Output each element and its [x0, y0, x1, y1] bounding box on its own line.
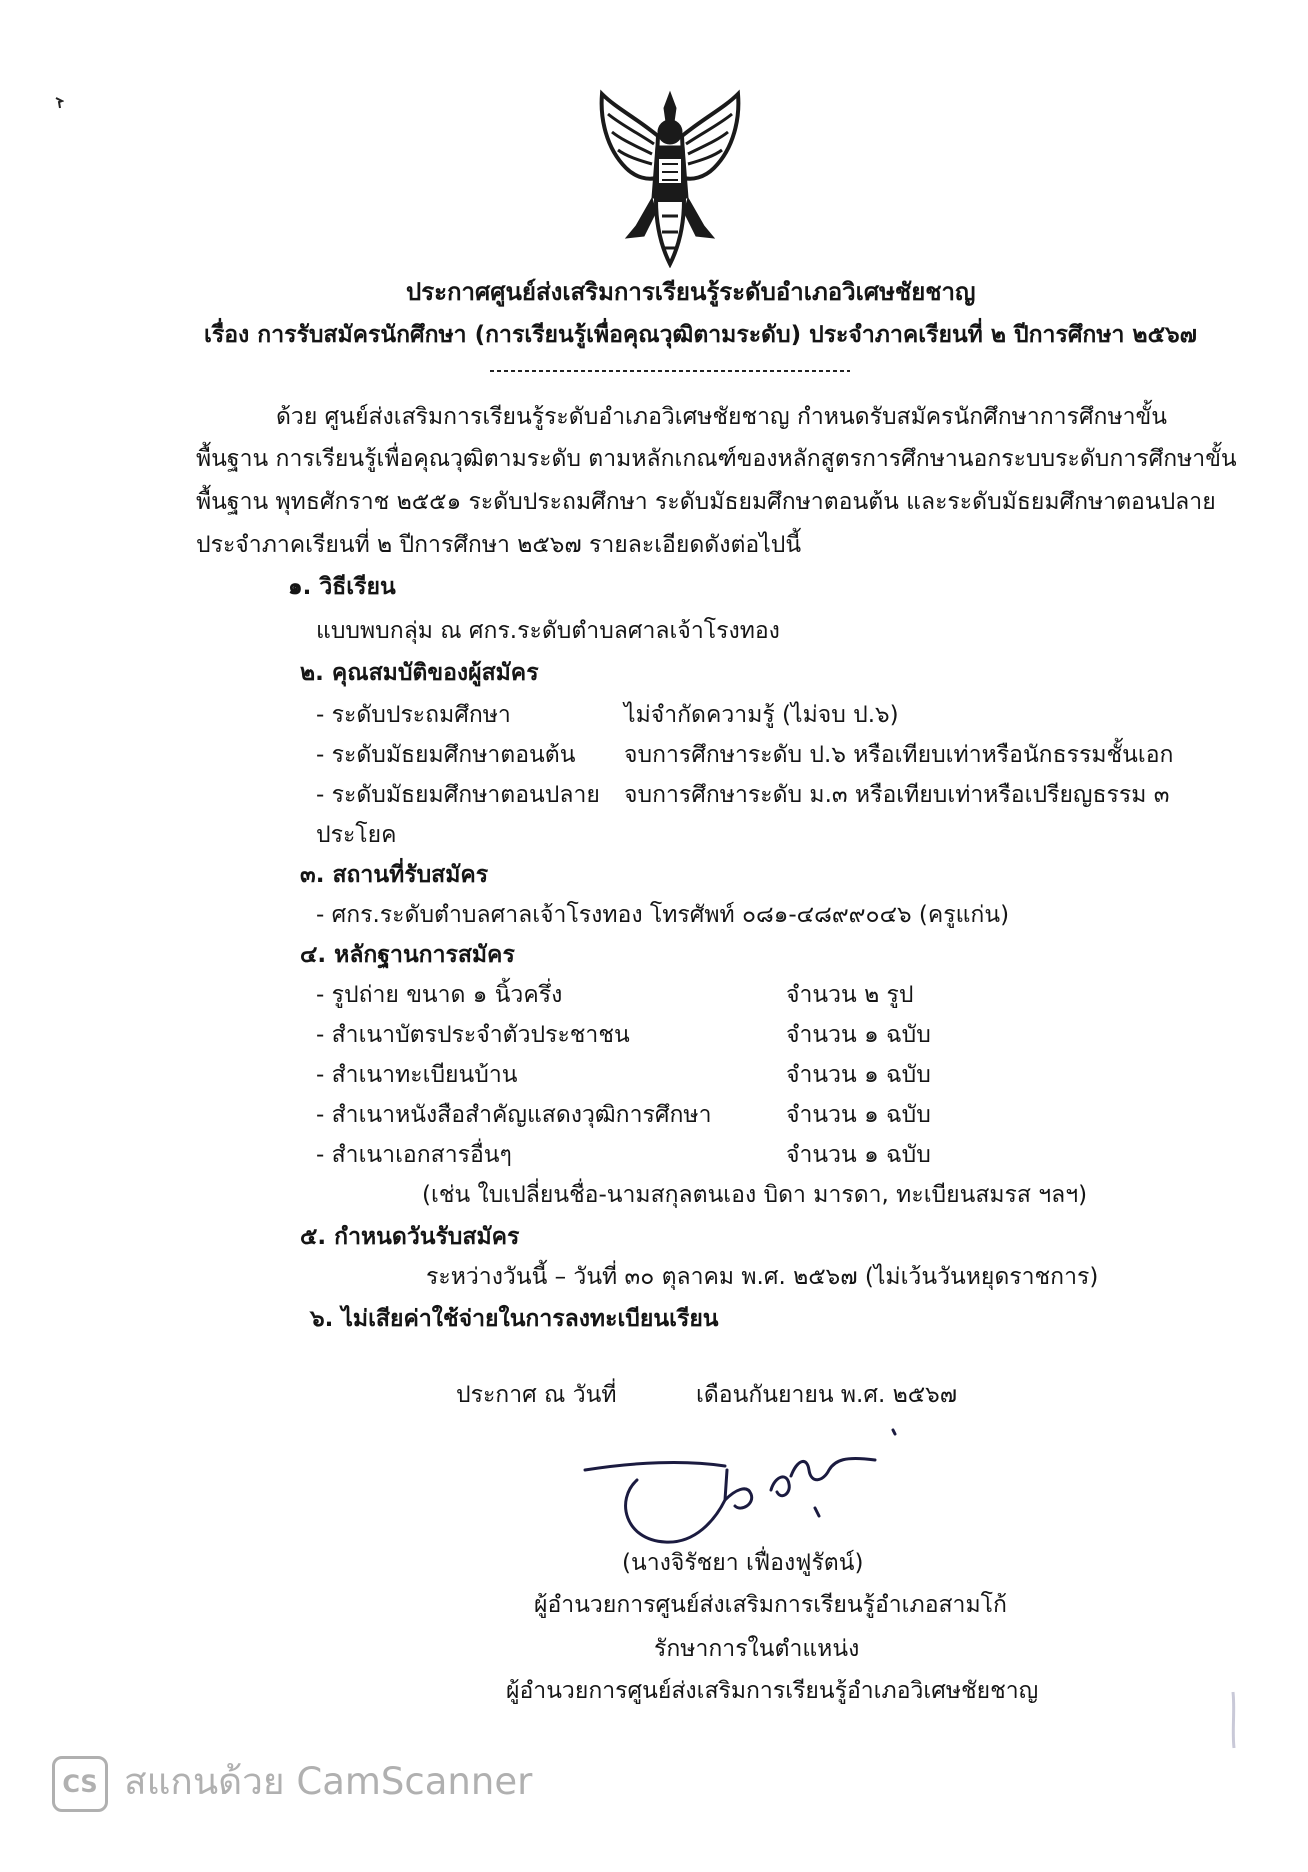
announcement-subject: เรื่อง การรับสมัครนักศึกษา (การเรียนรู้เพื่อคุณวุฒิตามระดับ) ประจำภาคเรียนที่ ๒ ปีการศึกษา ๒๕๖๗ [204, 322, 1197, 348]
document-note: (เช่น ใบเปลี่ยนชื่อ-นามสกุลตนเอง บิดา มารดา, ทะเบียนสมรส ฯลฯ) [422, 1182, 1088, 1208]
signature-mark [575, 1420, 955, 1570]
qualification-requirement: จบการศึกษาระดับ ม.๓ หรือเทียบเท่าหรือเปรียญธรรม ๓ [624, 782, 1170, 808]
qualification-level: - ระดับมัธยมศึกษาตอนปลาย [316, 782, 600, 808]
section-5-heading: ๕. กำหนดวันรับสมัคร [300, 1224, 520, 1250]
document-item: - รูปถ่าย ขนาด ๑ นิ้วครึ่ง [316, 982, 563, 1008]
document-item: - สำเนาทะเบียนบ้าน [316, 1062, 518, 1088]
announcement-title: ประกาศศูนย์ส่งเสริมการเรียนรู้ระดับอำเภอวิเศษชัยชาญ [406, 278, 976, 306]
intro-line-3: พื้นฐาน พุทธศักราช ๒๕๕๑ ระดับประถมศึกษา ระดับมัธยมศึกษาตอนต้น และระดับมัธยมศึกษาตอนปลาย [196, 489, 1216, 515]
section-5-body: ระหว่างวันนี้ – วันที่ ๓๐ ตุลาคม พ.ศ. ๒๕๖๗ (ไม่เว้นวันหยุดราชการ) [426, 1264, 1099, 1290]
intro-line-1: ด้วย ศูนย์ส่งเสริมการเรียนรู้ระดับอำเภอวิเศษชัยชาญ กำหนดรับสมัครนักศึกษาการศึกษาขั้น [276, 404, 1167, 430]
section-1-body: แบบพบกลุ่ม ณ ศกร.ระดับตำบลศาลเจ้าโรงทอง [316, 618, 780, 644]
document-item: - สำเนาเอกสารอื่นๆ [316, 1142, 512, 1168]
section-1-heading: ๑. วิธีเรียน [288, 574, 396, 600]
camscanner-logo-icon: CS [52, 1756, 108, 1812]
announce-date-month: เดือนกันยายน พ.ศ. ๒๕๖๗ [696, 1382, 958, 1408]
section-2-heading: ๒. คุณสมบัติของผู้สมัคร [300, 660, 539, 686]
document-qty: จำนวน ๑ ฉบับ [786, 1142, 931, 1168]
section-3-heading: ๓. สถานที่รับสมัคร [300, 862, 489, 888]
section-3-body: - ศกร.ระดับตำบลศาลเจ้าโรงทอง โทรศัพท์ ๐๘๑-๔๘๙๙๐๔๖ (ครูแก่น) [316, 902, 1010, 928]
qualification-level: - ระดับมัธยมศึกษาตอนต้น [316, 742, 576, 768]
signer-title-2: รักษาการในตำแหน่ง [654, 1636, 860, 1662]
intro-line-4: ประจำภาคเรียนที่ ๒ ปีการศึกษา ๒๕๖๗ รายละเอียดดังต่อไปนี้ [196, 532, 802, 558]
section-4-heading: ๔. หลักฐานการสมัคร [300, 942, 515, 968]
document-qty: จำนวน ๑ ฉบับ [786, 1022, 931, 1048]
signer-title-3: ผู้อำนวยการศูนย์ส่งเสริมการเรียนรู้อำเภอวิเศษชัยชาญ [506, 1678, 1039, 1704]
document-item: - สำเนาบัตรประจำตัวประชาชน [316, 1022, 630, 1048]
camscanner-watermark-text: สแกนด้วย CamScanner [124, 1760, 533, 1803]
garuda-emblem-icon [596, 88, 744, 268]
stray-mark [54, 96, 64, 110]
document-qty: จำนวน ๒ รูป [786, 982, 914, 1008]
divider-dashed [490, 368, 850, 374]
qualification-requirement: ไม่จำกัดความรู้ (ไม่จบ ป.๖) [624, 702, 899, 728]
intro-line-2: พื้นฐาน การเรียนรู้เพื่อคุณวุฒิตามระดับ ตามหลักเกณฑ์ของหลักสูตรการศึกษานอกระบบระดับการศึกษาขั้น [196, 446, 1237, 472]
qualification-requirement: จบการศึกษาระดับ ป.๖ หรือเทียบเท่าหรือนักธรรมชั้นเอก [624, 742, 1174, 768]
document-qty: จำนวน ๑ ฉบับ [786, 1062, 931, 1088]
document-qty: จำนวน ๑ ฉบับ [786, 1102, 931, 1128]
signer-title-1: ผู้อำนวยการศูนย์ส่งเสริมการเรียนรู้อำเภอสามโก้ [534, 1592, 1007, 1618]
qualification-level: - ระดับประถมศึกษา [316, 702, 511, 728]
section-6-heading: ๖. ไม่เสียค่าใช้จ่ายในการลงทะเบียนเรียน [310, 1306, 719, 1332]
signer-name: (นางจิรัชยา เฟื่องฟูรัตน์) [622, 1550, 864, 1576]
qualification-wrap: ประโยค [316, 822, 397, 848]
announce-date-prefix: ประกาศ ณ วันที่ [456, 1382, 617, 1408]
document-item: - สำเนาหนังสือสำคัญแสดงวุฒิการศึกษา [316, 1102, 712, 1128]
scan-smudge [1228, 1690, 1238, 1750]
